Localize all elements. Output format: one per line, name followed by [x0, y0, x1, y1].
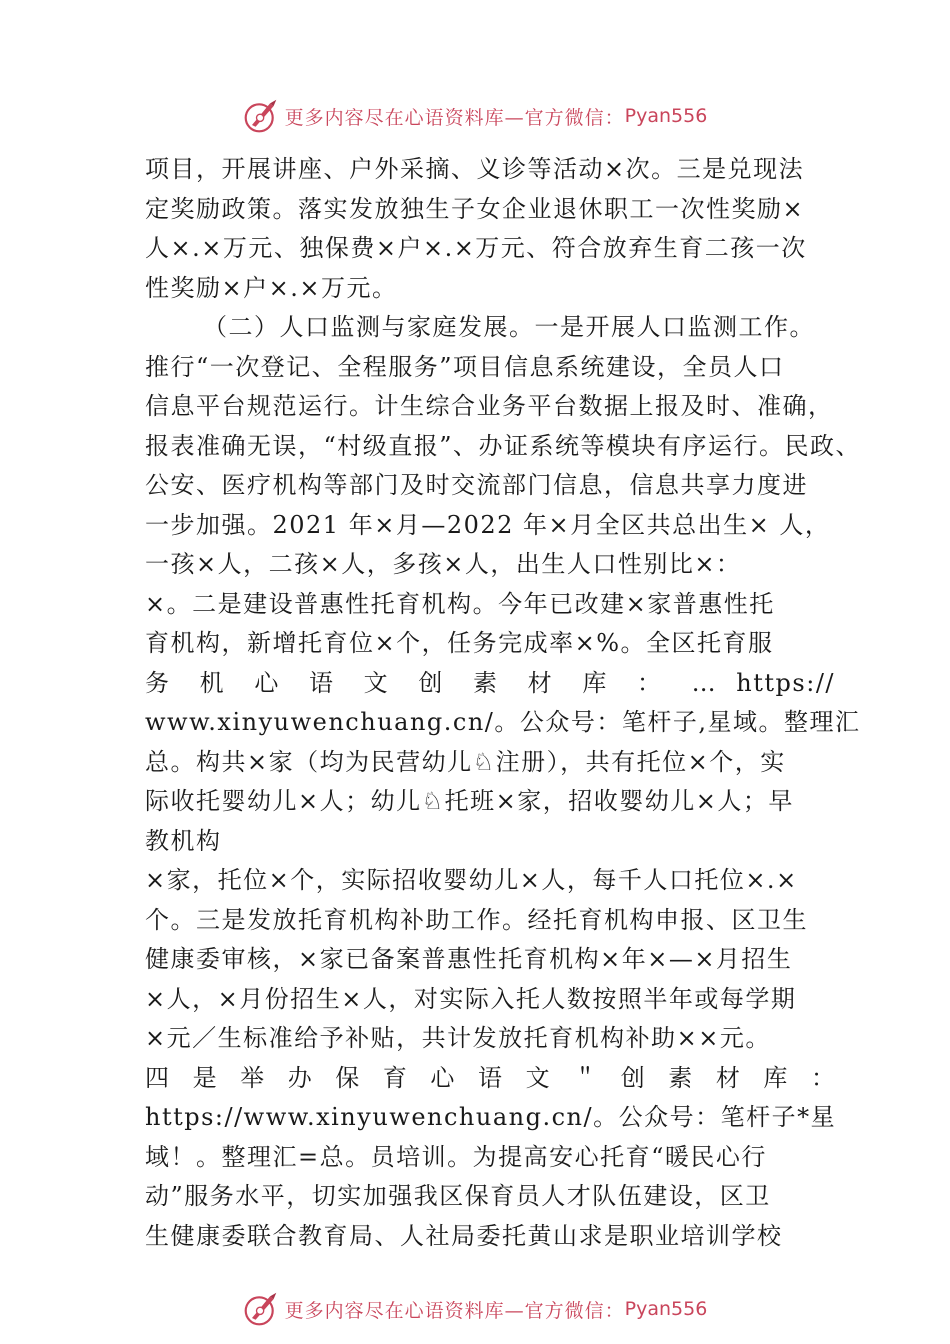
text-line: ×家，托位×个，实际招收婴幼儿×人，每千人口托位×.×	[145, 866, 798, 894]
text-line: ×人，×月份招生×人，对实际入托人数按照半年或每学期	[145, 984, 797, 1013]
text-line: 生健康委联合教育局、人社局委托黄山求是职业培训学校	[145, 1221, 783, 1250]
text-line: ×。二是建设普惠性托育机构。今年已改建×家普惠性托	[145, 589, 775, 618]
text-line: 总。构共×家（均为民营幼儿♘注册），共有托位×个，实	[145, 747, 786, 776]
text-line: 一孩×人，二孩×人，多孩×人，出生人口性别比×：	[145, 550, 742, 578]
text-line: 一步加强。2021 年×月—2022 年×月全区共总出生× 人，	[145, 510, 831, 539]
text-line: 四 是 举 办 保 育 心 语 文 ＂ 创 素 材 库 ：	[145, 1063, 835, 1092]
section-heading-line: （二）人口监测与家庭发展。一是开展人口监测工作。	[203, 313, 815, 341]
text-line: 公安、医疗机构等部门及时交流部门信息，信息共享力度进	[145, 471, 808, 499]
text-line: https://www.xinyuwenchuang.cn/。公众号：笔杆子*星	[145, 1103, 837, 1131]
text-line: 域！。整理汇=总。员培训。为提高安心托育“暖民心行	[145, 1142, 767, 1171]
quill-pen-logo-icon	[243, 1291, 279, 1327]
banner-text: 更多内容尽在心语资料库—官方微信：	[284, 106, 625, 129]
text-line: 人×.×万元、独保费×户×.×万元、符合放弃生育二孩一次	[145, 234, 807, 262]
text-line: 务 机 心 语 文 创 素 材 库 ： … https://	[145, 668, 835, 697]
text-line: 教机构	[145, 826, 222, 855]
text-line: www.xinyuwenchuang.cn/。公众号：笔杆子,星域。整理汇	[145, 708, 861, 736]
text-line: 性奖励×户×.×万元。	[145, 273, 398, 302]
banner-wechat-id: Pyan556	[624, 1298, 708, 1320]
quill-pen-logo-icon	[243, 98, 279, 134]
text-line: 个。三是发放托育机构补助工作。经托育机构申报、区卫生	[145, 905, 808, 934]
text-line: 项目，开展讲座、户外采摘、义诊等活动×次。三是兑现法	[145, 155, 805, 183]
banner-wechat-id: Pyan556	[624, 105, 708, 127]
banner-text: 更多内容尽在心语资料库—官方微信：	[284, 1299, 625, 1322]
text-line: 报表准确无误，“村级直报”、办证系统等模块有序运行。民政、	[145, 431, 862, 460]
text-line: 推行“一次登记、全程服务”项目信息系统建设，全员人口	[145, 352, 785, 381]
text-line: 动”服务水平，切实加强我区保育员人才队伍建设，区卫	[145, 1182, 771, 1210]
text-line: 健康委审核，×家已备案普惠性托育机构×年×—×月招生	[145, 945, 793, 973]
header-banner	[0, 96, 950, 136]
text-line: 际收托婴幼儿×人；幼儿♘托班×家，招收婴幼儿×人；早	[145, 787, 794, 815]
text-line: ×元／生标准给予补贴，共计发放托育机构补助××元。	[145, 1024, 771, 1052]
text-line: 育机构，新增托育位×个，任务完成率×%。全区托育服	[145, 629, 774, 657]
text-line: 定奖励政策。落实发放独生子女企业退休职工一次性奖励×	[145, 194, 805, 223]
document-body	[145, 150, 862, 1256]
footer-banner	[0, 1289, 950, 1329]
text-line: 信息平台规范运行。计生综合业务平台数据上报及时、准确，	[145, 392, 834, 420]
